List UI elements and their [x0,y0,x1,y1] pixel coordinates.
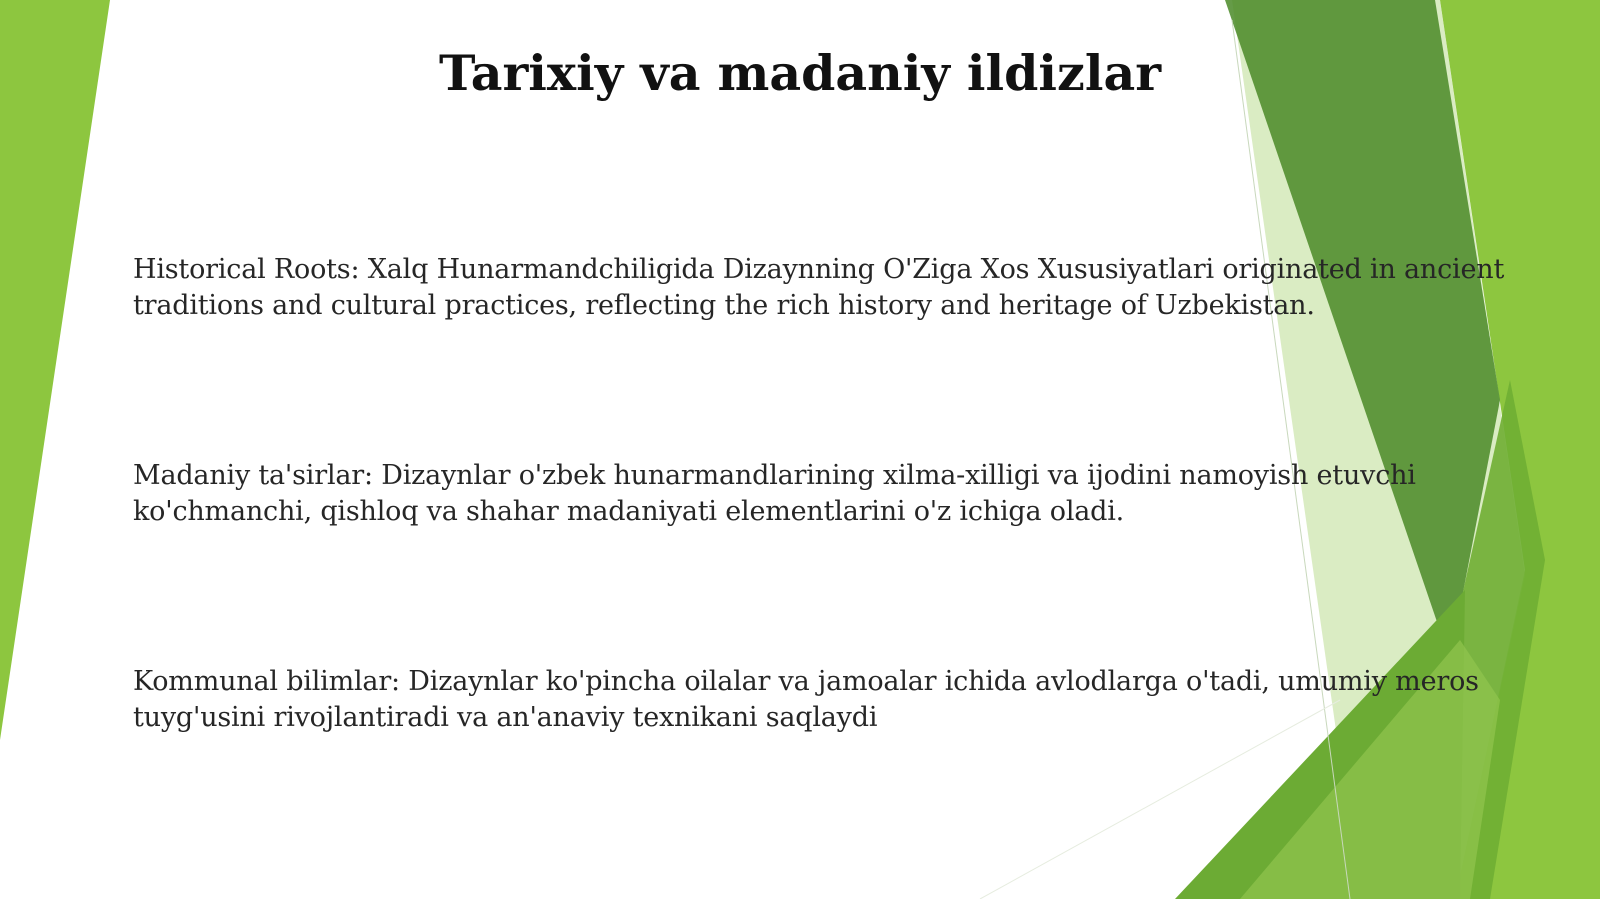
paragraph-historical-roots: Historical Roots: Xalq Hunarmandchiligida Dizaynning O'Ziga Xos Xususiyatlari originated in ancient traditions and cultural practices, reflecting the rich history and heritage of Uzbekistan. [133,254,1505,321]
paragraph-communal-knowledge: Kommunal bilimlar: Dizaynlar ko'pincha oilalar va jamoalar ichida avlodlarga o'tadi, umumiy meros tuyg'usini rivojlantiradi va an'anaviy texnikani saqlaydi [133,666,1479,733]
slide-title: Tarixiy va madaniy ildizlar [438,44,1162,102]
left-green-facet [0,0,110,740]
paragraph-cultural-influences: Madaniy ta'sirlar: Dizaynlar o'zbek hunarmandlarining xilma-xilligi va ijodini namoyish etuvchi ko'chmanchi, qishloq va shahar madaniyati elementlarini o'z ichiga oladi. [133,460,1416,527]
